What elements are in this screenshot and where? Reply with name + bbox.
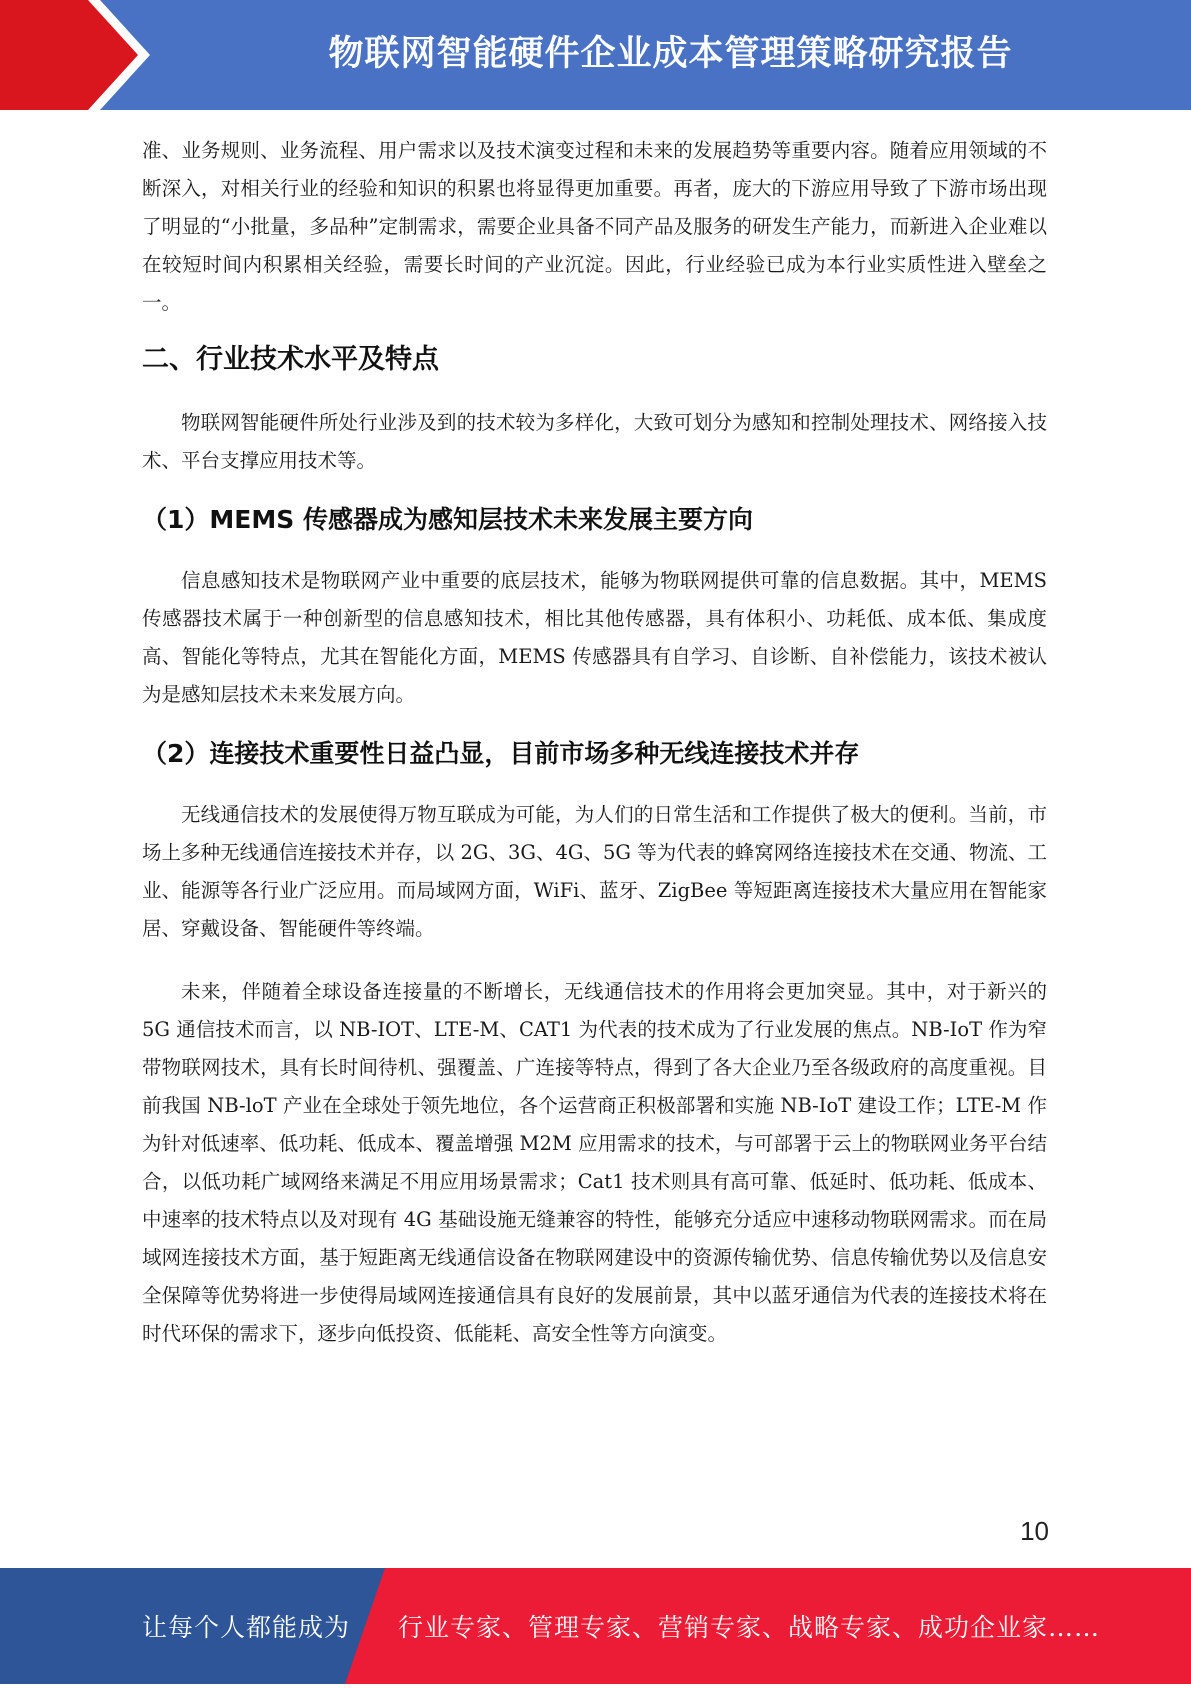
- subsection-heading-connectivity: （2）连接技术重要性日益凸显，目前市场多种无线连接技术并存: [142, 739, 860, 768]
- paragraph-technology-overview: 物联网智能硬件所处行业涉及到的技术较为多样化，大致可划分为感知和控制处理技术、网络接入技术、平台支撑应用技术等。: [142, 411, 1047, 472]
- subsection-heading-mems: （1）MEMS 传感器成为感知层技术未来发展主要方向: [142, 505, 753, 534]
- report-title: 物联网智能硬件企业成本管理策略研究报告: [328, 34, 1013, 74]
- page-number: 10: [1020, 1516, 1049, 1546]
- paragraph-future-outlook: 未来，伴随着全球设备连接量的不断增长，无线通信技术的作用将会更加突显。其中，对于新兴的 5G 通信技术而言，以 NB-IOT、LTE-M、CAT1 为代表的技术成为了行业发展的焦点。NB-IoT 作为窄带物联网技术，具有长时间待机、强覆盖、广连接等特点，得到了各大企业乃至各级政府的高度重视。目前我国 NB-loT 产业在全球处于领先地位，各个运营商正积极部署和实施 NB-IoT 建设工作；LTE-M 作为针对低速率、低功耗、低成本、覆盖增强 M2M 应用需求的技术，与可部署于云上的物联网业务平台结合，以低功耗广域网络来满足不用应用场景需求；Cat1 技术则具有高可靠、低延时、低功耗、低成本、中速率的技术特点以及对现有 4G 基础设施无缝兼容的特性，能够充分适应中速移动物联网需求。而在局域网连接技术方面，基于短距离无线通信设备在物联网建设中的资源传输优势、信息传输优势以及信息安全保障等优势将进一步使得局域网连接通信具有良好的发展前景，其中以蓝牙通信为代表的连接技术将在时代环保的需求下，逐步向低投资、低能耗、高安全性等方向演变。: [142, 980, 1047, 1345]
- footer-band: [0, 1568, 1191, 1684]
- footer-slogan-right: 行业专家、管理专家、营销专家、战略专家、成功企业家……: [398, 1613, 1101, 1642]
- section-heading: 二、行业技术水平及特点: [142, 344, 439, 375]
- page-body: [142, 132, 1047, 1353]
- header-band: [0, 0, 1191, 110]
- paragraph-mems-sensors: 信息感知技术是物联网产业中重要的底层技术，能够为物联网提供可靠的信息数据。其中，MEMS 传感器技术属于一种创新型的信息感知技术，相比其他传感器，具有体积小、功耗低、成本低、集成度高、智能化等特点，尤其在智能化方面，MEMS 传感器具有自学习、自诊断、自补偿能力，该技术被认为是感知层技术未来发展方向。: [142, 569, 1047, 706]
- paragraph-industry-experience: 准、业务规则、业务流程、用户需求以及技术演变过程和未来的发展趋势等重要内容。随着应用领域的不断深入，对相关行业的经验和知识的积累也将显得更加重要。再者，庞大的下游应用导致了下游市场出现了明显的“小批量，多品种”定制需求，需要企业具备不同产品及服务的研发生产能力，而新进入企业难以在较短时间内积累相关经验，需要长时间的产业沉淀。因此，行业经验已成为本行业实质性进入壁垒之一。: [142, 139, 1047, 314]
- footer-slogan-left: 让每个人都能成为: [142, 1613, 351, 1642]
- red-chevron-decoration: [0, 0, 160, 110]
- paragraph-wireless-communication: 无线通信技术的发展使得万物互联成为可能，为人们的日常生活和工作提供了极大的便利。当前，市场上多种无线通信连接技术并存，以 2G、3G、4G、5G 等为代表的蜂窝网络连接技术在交通、物流、工业、能源等各行业广泛应用。而局域网方面，WiFi、蓝牙、ZigBee 等短距离连接技术大量应用在智能家居、穿戴设备、智能硬件等终端。: [142, 803, 1047, 940]
